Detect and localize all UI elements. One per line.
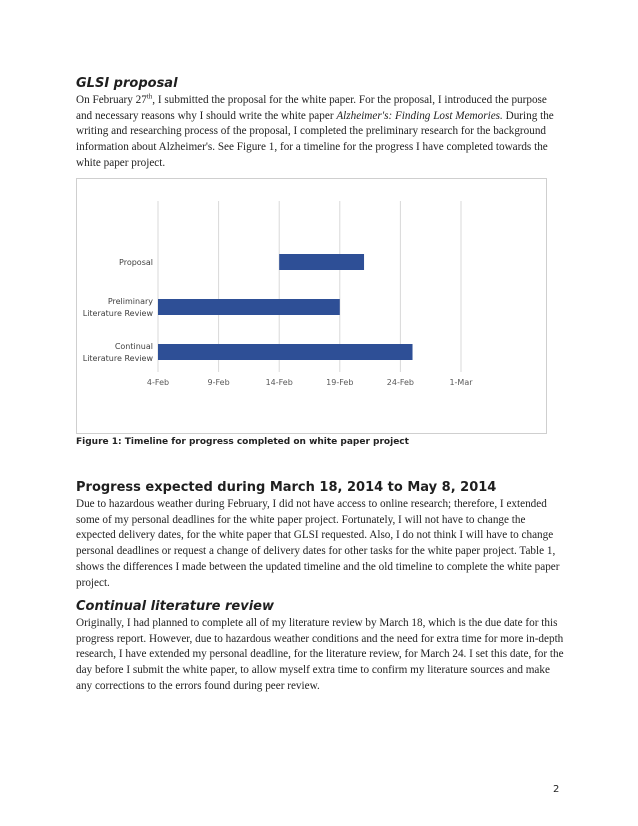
category-label: Proposal — [119, 258, 153, 267]
x-tick-label: 9-Feb — [207, 378, 230, 387]
section-heading-continual-literature-review: Continual literature review — [76, 599, 274, 614]
x-tick-label: 1-Mar — [449, 378, 473, 387]
timeline-chart — [76, 178, 547, 434]
x-tick-label: 4-Feb — [146, 378, 170, 387]
x-tick-label: 19-Feb — [326, 378, 354, 387]
section-heading-glsi-proposal: GLSI proposal — [76, 76, 178, 91]
bar — [158, 344, 413, 360]
bar — [279, 254, 364, 270]
progress-expected-paragraph: Due to hazardous weather during February, I did not have access to online research; therefore, I extended some of my personal deadlines for the white paper project. Fortunately, I will not have to change the expected delivery dates, for the white paper that GLSI requested. Also, I do not think I will have to change personal deadlines or request a change of delivery dates for other tasks for the white paper project. Table 1, shows the differences I made between the updated timeline and the old timeline to complete the white paper project. — [76, 498, 560, 589]
timeline-chart-svg — [77, 179, 546, 433]
figure-caption: Figure 1: Timeline for progress completed on white paper project — [76, 437, 409, 447]
category-label: Literature Review — [82, 309, 153, 318]
category-label: Preliminary — [107, 297, 153, 306]
category-label: Continual — [114, 342, 153, 351]
bar — [158, 299, 340, 315]
paragraph-text: During the writing and researching process of the proposal, I completed the preliminary research for the background information about Alzheimer's. See Figure 1, for a timeline for the progress I have completed towards the white paper project. — [76, 109, 554, 169]
white-paper-title: Alzheimer's: Finding Lost Memories. — [336, 109, 503, 122]
paragraph-text: On February 27 — [76, 94, 147, 106]
section-heading-progress-expected: Progress expected during March 18, 2014 to May 8, 2014 — [76, 480, 497, 495]
x-tick-label: 14-Feb — [265, 378, 293, 387]
category-label: Literature Review — [82, 354, 153, 363]
x-tick-label: 24-Feb — [386, 378, 415, 387]
glsi-proposal-paragraph — [76, 93, 564, 172]
page-number: 2 — [553, 784, 560, 795]
ordinal-suffix: th — [146, 92, 153, 101]
continual-literature-review-paragraph: Originally, I had planned to complete all of my literature review by March 18, which is the due date for this progress report. However, due to hazardous weather conditions and the need for extra time for more in-depth research, I have extended my personal deadline, for the literature review, for March 24. I set this date, for the day before I submit the white paper, to allow myself extra time to confirm my literature sources and make any corrections to the errors found during peer review. — [76, 617, 564, 692]
paragraph-text: , I submitted the proposal for the white paper. For the proposal, I introduced the purpose and necessary reasons why I should write the white paper — [76, 94, 547, 122]
